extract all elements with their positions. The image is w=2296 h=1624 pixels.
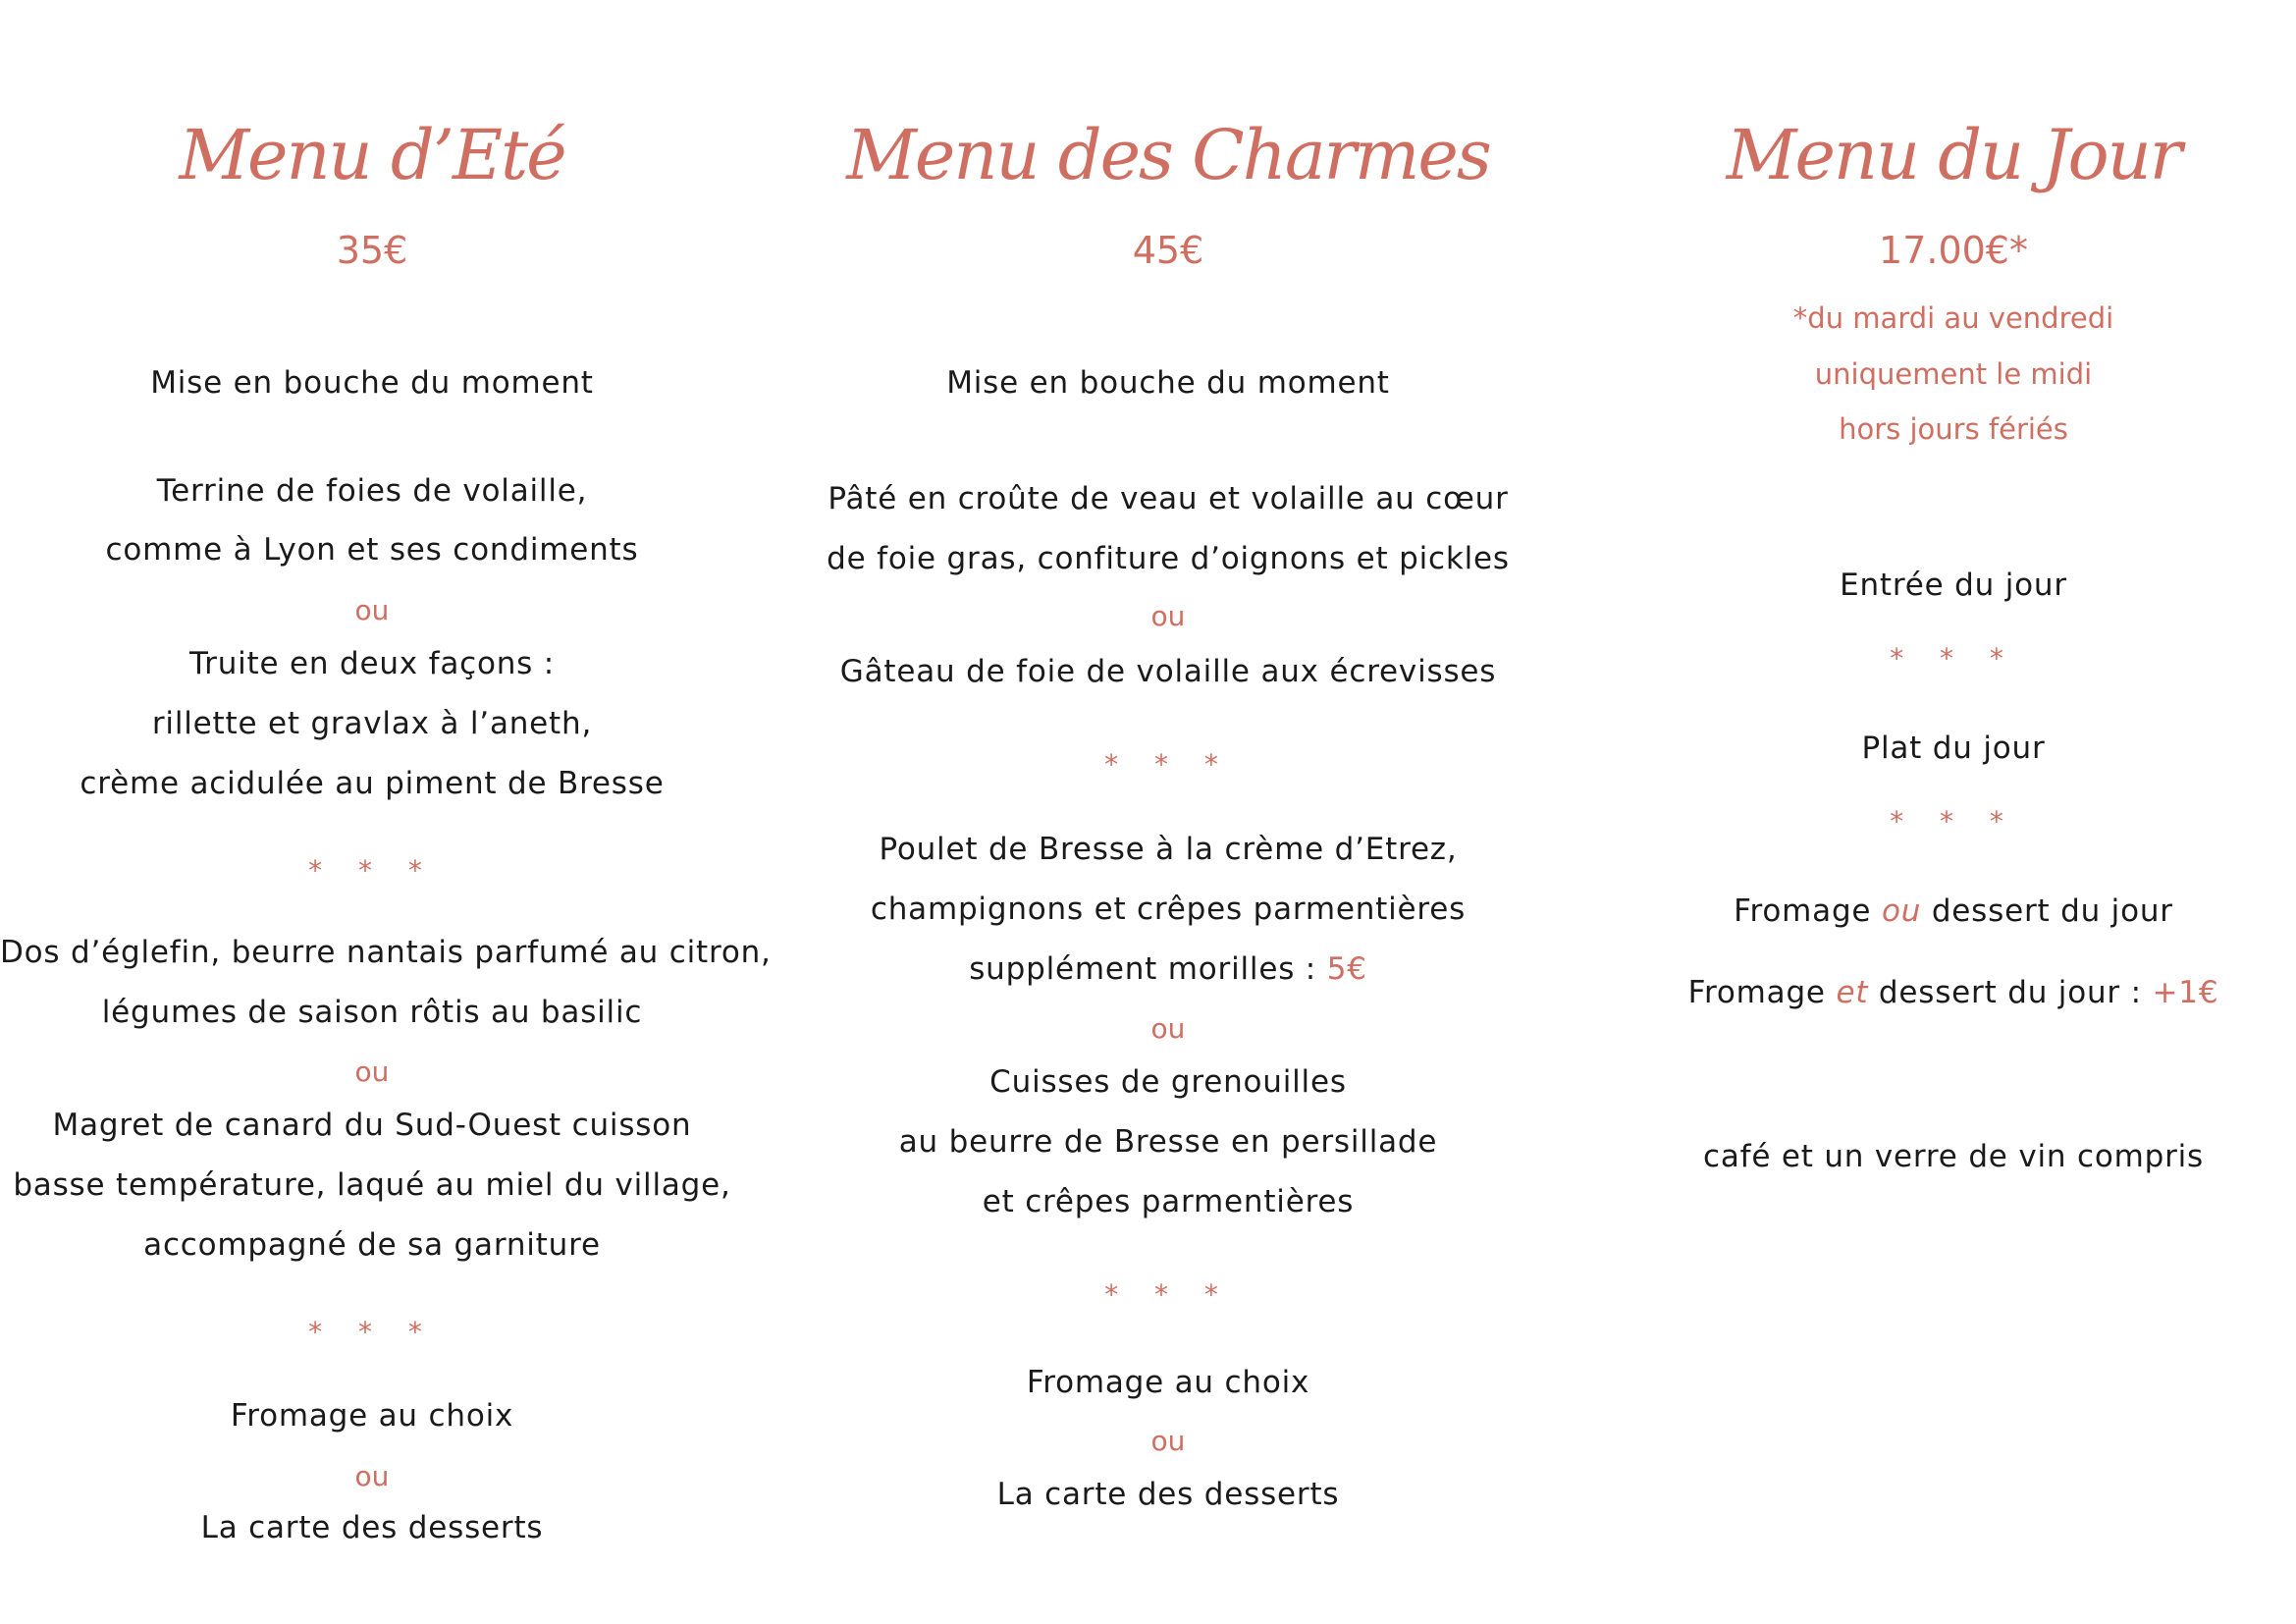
menu-charmes-plat1-line3 [795, 949, 1541, 989]
menu-ete-title: Menu d’Eté [179, 115, 565, 195]
menu-charmes-stars-1: * * * [1104, 748, 1232, 781]
menu-jour-dessert-ou [1590, 892, 2296, 931]
menu-jour-title: Menu du Jour [1726, 115, 2181, 195]
menu-ete-entree2-line1: Truite en deux façons : [188, 646, 556, 681]
menu-charmes-plat1-line2: champignons et crêpes parmentières [870, 892, 1467, 927]
menu-ete-entree1-line1: Terrine de foies de volaille, [156, 473, 588, 509]
menu-jour-dessert-ou-pre: Fromage [1734, 893, 1882, 929]
menu-jour-plat: Plat du jour [1861, 731, 2046, 766]
menu-jour-note-line1: *du mardi au vendredi [1792, 301, 2114, 335]
menu-charmes-supplement-text: supplément morilles : [969, 951, 1327, 987]
menu-jour-note-line3: hors jours fériés [1839, 412, 2068, 446]
menu-jour-dessert-et-price: +1€ [2152, 975, 2219, 1010]
menu-ete-plat1-line2: légumes de saison rôtis au basilic [101, 995, 643, 1030]
menu-charmes-ou-2: ou [1150, 1012, 1186, 1045]
menu-ete-ou-1: ou [354, 594, 390, 626]
menu-charmes-ou-1: ou [1150, 600, 1186, 632]
menu-charmes-plat2-line3: et crêpes parmentières [982, 1184, 1355, 1219]
menu-ete-stars-2: * * * [308, 1316, 436, 1348]
menu-ete-price: 35€ [336, 229, 408, 272]
menu-ete-plat2-line3: accompagné de sa garniture [143, 1227, 601, 1263]
menu-charmes-ou-3: ou [1150, 1425, 1186, 1457]
menu-charmes-entree2-line1: Gâteau de foie de volaille aux écrevisses [839, 654, 1497, 689]
menu-charmes-dessert1: Fromage au choix [1026, 1365, 1310, 1400]
menu-jour-price: 17.00€* [1879, 229, 2028, 272]
menu-ete-plat2-line2: basse température, laqué au miel du village, [13, 1167, 731, 1203]
menu-charmes-entree1-line1: Pâté en croûte de veau et volaille au cœur [828, 481, 1509, 516]
menu-ete-entree2-line2: rillette et gravlax à l’aneth, [151, 706, 593, 741]
menu-jour-dessert-et [1590, 973, 2296, 1012]
menu-jour-dessert-et-word: et [1836, 975, 1869, 1010]
menu-charmes-stars-2: * * * [1104, 1278, 1232, 1311]
menu-ete-dessert1: Fromage au choix [230, 1398, 514, 1434]
menu-ete-dessert2: La carte des desserts [200, 1510, 544, 1545]
menu-jour-dessert-et-post: dessert du jour : [1868, 975, 2153, 1010]
menu-charmes-dessert2: La carte des desserts [996, 1477, 1340, 1512]
menu-jour-stars-2: * * * [1890, 805, 2017, 838]
menu-jour-stars-1: * * * [1890, 642, 2017, 675]
menu-charmes-price: 45€ [1132, 229, 1204, 272]
menu-charmes-plat2-line1: Cuisses de grenouilles [989, 1064, 1347, 1100]
menu-ete-plat2-line1: Magret de canard du Sud-Ouest cuisson [52, 1108, 692, 1143]
menu-charmes-plat1-line1: Poulet de Bresse à la crème d’Etrez, [879, 832, 1458, 867]
menu-ete-ou-2: ou [354, 1056, 390, 1088]
menu-jour-entree: Entrée du jour [1840, 568, 2067, 603]
menu-jour-dessert-et-pre: Fromage [1687, 975, 1837, 1010]
menu-charmes-plat2-line2: au beurre de Bresse en persillade [898, 1124, 1438, 1160]
menu-ete-entree1-line2: comme à Lyon et ses condiments [105, 532, 639, 568]
menu-ete-ou-3: ou [354, 1460, 390, 1492]
menu-charmes-amuse: Mise en bouche du moment [946, 365, 1390, 401]
menu-ete-amuse: Mise en bouche du moment [150, 365, 594, 401]
menu-jour-dessert-ou-post: dessert du jour [1921, 893, 2173, 929]
menu-charmes-entree1-line2: de foie gras, confiture d’oignons et pickles [827, 541, 1510, 576]
menu-charmes-title: Menu des Charmes [846, 115, 1490, 195]
menu-jour-extra: café et un verre de vin compris [1703, 1139, 2204, 1174]
menu-ete-stars-1: * * * [308, 854, 436, 887]
menu-charmes-supplement-price: 5€ [1326, 951, 1367, 987]
menu-ete-plat1-line1: Dos d’églefin, beurre nantais parfumé au citron, [0, 935, 772, 970]
menu-jour-dessert-ou-word: ou [1881, 893, 1922, 929]
menu-ete-entree2-line3: crème acidulée au piment de Bresse [80, 766, 665, 801]
menu-jour-note-line2: uniquement le midi [1814, 357, 2093, 391]
